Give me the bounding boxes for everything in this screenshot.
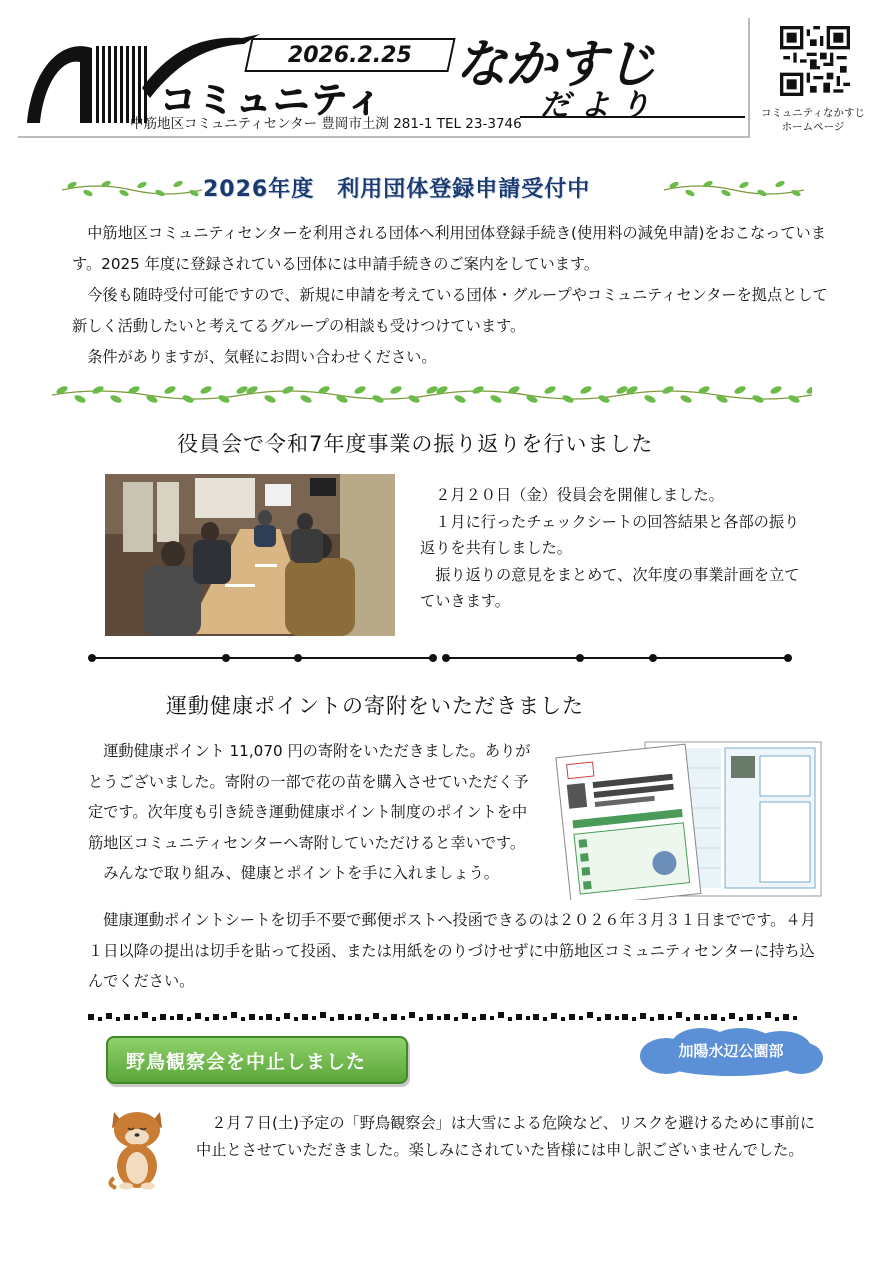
address-line: 中筋地区コミュニティセンター 豊岡市土渕 281-1 TEL 23-3746: [130, 116, 522, 132]
dotted-line-divider: [88, 650, 794, 666]
dog-mascot-icon: [106, 1106, 168, 1190]
board-meeting-photo: [105, 474, 395, 636]
registration-body: [72, 218, 830, 373]
health-points-body-2: [88, 905, 830, 997]
board-body: [420, 482, 800, 615]
registration-p2: 今後も随時受付可能ですので、新規に申請を考えている団体・グループやコミュニティセンターを拠点として新しく活動したいと考えてるグループの相談も受けつけています。: [72, 286, 828, 335]
registration-p1: 中筋地区コミュニティセンターを利用される団体へ利用団体登録手続き(使用料の減免申請)をおこなっています。2025 年度に登録されている団体には申請手続きのご案内をしています。: [72, 224, 826, 273]
health-points-p1: 運動健康ポイント 11,070 円の寄附をいただきました。ありがとうございました。寄附の一部で花の苗を購入させていただく予定です。次年度も引き続き運動健康ポイント制度のポイントを中筋地区コミュニティセンターへ寄附していただけると幸いです。: [88, 742, 531, 852]
health-points-body: [88, 736, 538, 889]
vine-divider-icon: [52, 382, 812, 406]
board-p3: 振り返りの意見をまとめて、次年度の事業計画を立てていきます。: [420, 565, 800, 610]
bird-watching-banner-label: 野鳥観察会を中止しました: [126, 1050, 367, 1073]
issue-date: 2026.2.25: [288, 42, 412, 68]
club-label: 加陽水辺公園部: [678, 1042, 784, 1060]
bird-watching-p1: ２月７日(土)予定の「野鳥観察会」は大雪による危険など、リスクを避けるために事前に中止とさせていただきました。楽しみにされていた皆様には申し訳ございませんでした。: [196, 1114, 816, 1159]
issue-date-box: [244, 38, 455, 72]
qr-caption: [758, 106, 868, 134]
title-community: コミュニティ: [160, 80, 385, 121]
section-title-registration: 2026年度 利用団体登録申請受付中: [203, 177, 591, 202]
health-points-p3: 健康運動ポイントシートを切手不要で郵便ポストへ投函できるのは２０２６年３月３１日までです。４月１日以降の提出は切手を貼って投函、または用紙をのりづけせずに中筋地区コミュニティセンターに持ち込んでください。: [88, 911, 816, 991]
masthead: [0, 0, 896, 140]
vine-divider-icon: [62, 178, 202, 200]
bird-watching-cancelled-banner: [106, 1036, 408, 1084]
section-title-health-points: 運動健康ポイントの寄附をいただきました: [166, 694, 584, 718]
bird-watching-body: [196, 1110, 816, 1163]
qr-caption-line1: コミュニティなかすじ: [761, 107, 865, 119]
qr-caption-line2: ホームページ: [781, 121, 845, 133]
vine-divider-icon: [664, 178, 804, 200]
section-title-board: 役員会で令和7年度事業の振り返りを行いました: [177, 432, 654, 456]
qr-code-icon[interactable]: [780, 26, 850, 96]
health-points-p2: みんなで取り組み、健康とポイントを手に入れましょう。: [103, 864, 499, 883]
square-dot-divider: [88, 1008, 800, 1026]
dayori-underline: [520, 116, 745, 118]
title-dayori: だより: [540, 88, 660, 123]
registration-p3: 条件がありますが、気軽にお問い合わせください。: [87, 348, 437, 366]
board-p2: １月に行ったチェックシートの回答結果と各部の振り返りを共有しました。: [420, 512, 800, 557]
health-point-flyer-image: [555, 738, 823, 900]
board-p1: ２月２０日（金）役員会を開催しました。: [435, 486, 724, 504]
title-nakasuji: なかすじ: [455, 35, 656, 95]
